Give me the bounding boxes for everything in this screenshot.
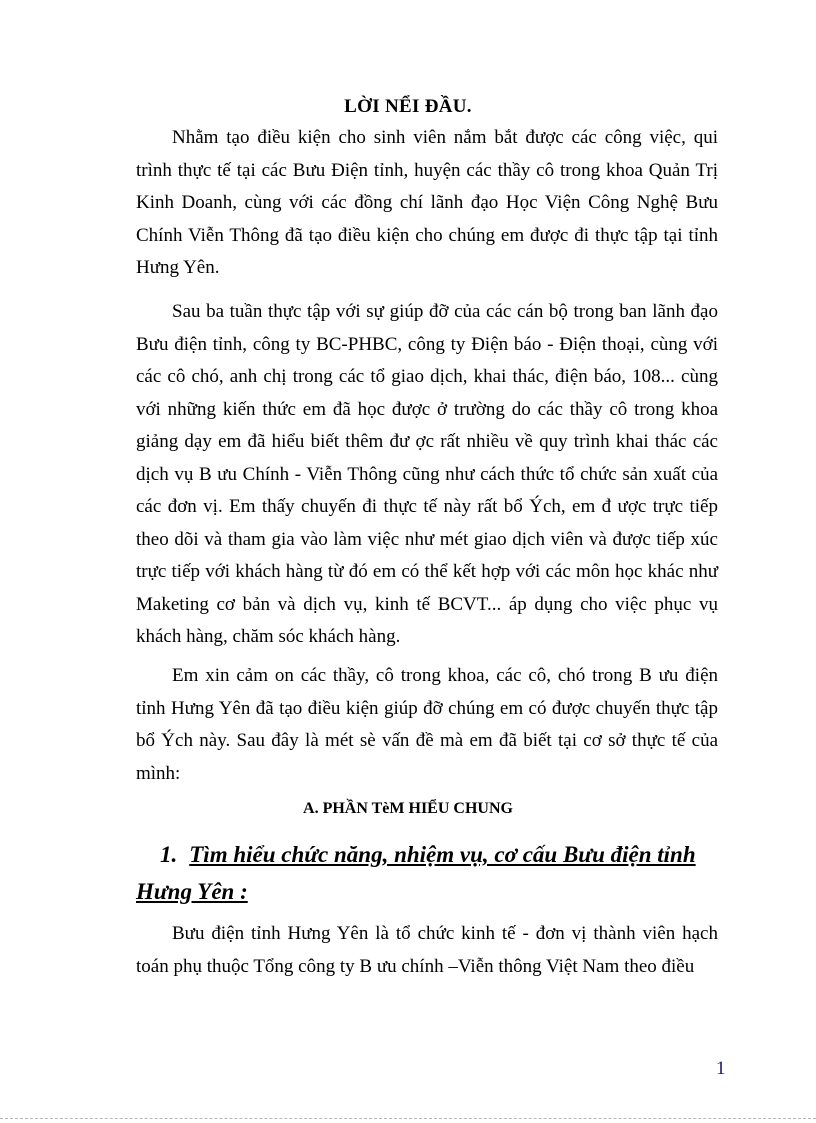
paragraph-intro: Nhằm tạo điều kiện cho sinh viên nắm bắt được các công việc, qui trình thực tế tại các Bưu Điện tỉnh, huyện các thầy cô trong khoa Quản Trị Kinh Doanh, cùng với các đồng chí lãnh đạo Học Viện Công Nghệ Bưu Chính Viễn Thông đã tạo điều kiện cho chúng em được đi thực tập tại tỉnh Hưng Yên. (136, 127, 718, 278)
chapter-heading (136, 836, 726, 910)
page-title: LỜI NỂI ĐẦU. (344, 96, 472, 117)
page-bottom-divider (0, 1118, 816, 1119)
heading-text: Tìm hiểu chức năng, nhiệm vụ, cơ cấu Bưu điện tỉnh Hưng Yên : (136, 842, 696, 904)
paragraph-internship: Sau ba tuần thực tập với sự giúp đỡ của các cán bộ trong ban lãnh đạo Bưu điện tỉnh, công ty BC-PHBC, công ty Điện báo - Điện thoại, cùng với các cô chó, anh chị trong các tổ giao dịch, khai thác, điện báo, 108... cùng với những kiến thức em đã học được ở trường do các thầy cô trong khoa giảng dạy em đã hiểu biết thêm đư ợc rất nhiều về quy trình khai thác các dịch vụ B ưu Chính - Viễn Thông cũng như cách thức tổ chức sản xuất của các đơn vị. Em thấy chuyến đi thực tế này rất bổ Ých, em đ ược trực tiếp theo dõi và tham gia vào làm việc như mét giao dịch viên và được tiếp xúc trực tiếp với khách hàng từ đó em có thể kết hợp với các môn học khác như Maketing cơ bản và dịch vụ, kinh tế BCVT... áp dụng cho việc phục vụ khách hàng, chăm sóc khách hàng. (136, 301, 718, 647)
paragraph-thanks: Em xin cảm on các thầy, cô trong khoa, các cô, chó trong B ưu điện tỉnh Hưng Yên đã tạo điều kiện giúp đỡ chúng em có được chuyến thực tập bổ Ých này. Sau đây là mét sè vấn đề mà em đã biết tại cơ sở thực tế của mình: (136, 665, 718, 784)
section-title: A. PHẦN TèM HIỂU CHUNG (303, 800, 513, 817)
page-number: 1 (716, 1058, 726, 1079)
heading-number: 1. (160, 842, 178, 867)
paragraph-body: Bưu điện tỉnh Hưng Yên là tổ chức kinh tế - đơn vị thành viên hạch toán phụ thuộc Tổng công ty B ưu chính –Viễn thông Việt Nam theo điều (136, 923, 718, 977)
